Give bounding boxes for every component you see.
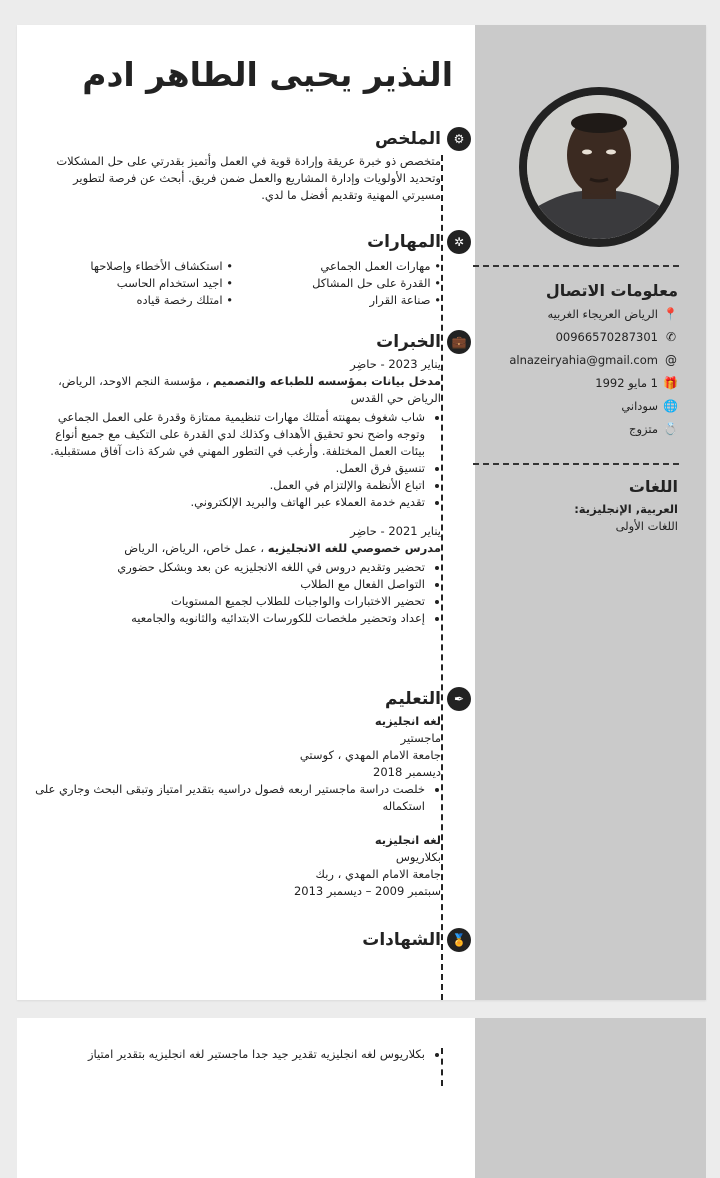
- certificates-section: [35, 928, 475, 952]
- pen-nib-icon: ✒: [447, 687, 471, 711]
- contact-heading: معلومات الاتصال: [545, 281, 678, 300]
- education-date: ديسمبر 2018: [373, 765, 441, 779]
- education-section: [35, 687, 475, 900]
- experience-section: [35, 330, 475, 627]
- resume-page-2: [17, 1018, 706, 1178]
- contact-marital-status: 💍 متزوج: [629, 422, 678, 436]
- education-entry: [35, 832, 441, 900]
- divider: [473, 463, 679, 465]
- education-school: جامعة الامام المهدي ، كوستي: [299, 748, 441, 762]
- job-entry: [35, 356, 441, 511]
- profile-photo: [519, 87, 679, 247]
- languages-level: اللغات الأولى: [615, 519, 678, 533]
- job-org: ، عمل خاص، الرياض، الرياض: [124, 541, 265, 555]
- globe-icon: 🌐: [663, 399, 678, 413]
- resume-page-1: [17, 25, 706, 1000]
- list-item: • تقديم خدمة العملاء عبر الهاتف والبريد الإلكتروني.: [35, 494, 425, 511]
- certificates-list: [35, 1046, 441, 1063]
- phone-icon: ✆: [665, 330, 677, 344]
- experience-heading: الخبرات: [376, 332, 441, 352]
- skill-item: • مهارات العمل الجماعي: [320, 259, 441, 273]
- at-sign-icon: @: [665, 353, 677, 367]
- divider: [473, 265, 679, 267]
- skill-item: • استكشاف الأخطاء وإصلاحها: [90, 259, 233, 273]
- job-date: يناير 2023 - حاضِر: [350, 357, 441, 371]
- education-degree: بكلاريوس: [395, 850, 441, 864]
- job-entry: [35, 523, 441, 627]
- list-item: • تحضير الاختبارات والواجبات للطلاب لجميع المستويات: [35, 593, 425, 610]
- contact-phone[interactable]: ✆ 00966570287301: [555, 330, 677, 344]
- education-entry: [35, 713, 441, 815]
- sidebar: [475, 25, 706, 1000]
- list-item: • بكلاريوس لغه انجليزيه تقدير جيد جدا ماجستير لغه انجليزيه بتقدير امتياز: [35, 1046, 425, 1063]
- main-content: [17, 1018, 475, 1178]
- summary-section: [35, 127, 475, 204]
- contact-address: 📍 الرياض العريجاء الغربيه: [547, 307, 678, 321]
- summary-heading: الملخص: [375, 129, 441, 149]
- timeline-line: [441, 1048, 443, 1086]
- job-date: يناير 2021 - حاضِر: [350, 524, 441, 538]
- rings-icon: 💍: [663, 422, 678, 436]
- job-title-line: [35, 540, 441, 557]
- education-field: لغه انجليزيه: [374, 714, 441, 728]
- skills-heading: المهارات: [367, 232, 441, 252]
- skill-item: • القدرة على حل المشاكل: [312, 276, 441, 290]
- main-content: [17, 25, 475, 1000]
- settings-icon: ✲: [447, 230, 471, 254]
- contact-email[interactable]: @ alnazeiryahia@gmail.com: [509, 353, 677, 367]
- education-field: لغه انجليزيه: [374, 833, 441, 847]
- skill-item: • صناعة القرار: [369, 293, 441, 307]
- candidate-name: النذير يحيى الطاهر ادم: [82, 55, 453, 94]
- list-item: • تنسيق فرق العمل.: [35, 460, 425, 477]
- list-item: • شاب شغوف بمهنته أمتلك مهارات تنظيمية ممتازة وقدرة على العمل الجماعي وتوجه واضح نحو تحقيق الأهداف وكذلك لدي القدرة على التكيف مع جميع أنواع بيئات العمل المختلفة. وأرغب في التطور المهني في شركة ذات آفاق مستقبلية.: [35, 409, 425, 460]
- job-role: مدخل بيانات بمؤسسه للطباعه والتصميم: [213, 374, 441, 388]
- list-item: • التواصل الفعال مع الطلاب: [35, 576, 425, 593]
- gear-icon: ⚙: [447, 127, 471, 151]
- skill-item: • اجيد استخدام الحاسب: [116, 276, 233, 290]
- certificates-heading: الشهادات: [362, 930, 441, 950]
- job-role: مدرس خصوصي للغه الانجليزيه: [267, 541, 441, 555]
- job-title-line: [35, 373, 441, 407]
- job-org: ، مؤسسة النجم الاوحد، الرياض، الرياض حي القدس: [58, 374, 441, 405]
- award-icon: 🏅: [447, 928, 471, 952]
- list-item: • خلصت دراسة ماجستير اربعه فصول دراسيه بتقدير امتياز وتبقى البحث وجاري على استكماله: [35, 781, 425, 815]
- job-bullets: [35, 409, 441, 511]
- contact-nationality: 🌐 سوداني: [621, 399, 678, 413]
- location-pin-icon: 📍: [663, 307, 678, 321]
- education-date: سبتمبر 2009 – ديسمبر 2013: [293, 884, 441, 898]
- list-item: • اتباع الأنظمة والإلتزام في العمل.: [35, 477, 425, 494]
- sidebar: [475, 1018, 706, 1178]
- languages-names: العربية, الإنجليزية:: [574, 502, 678, 516]
- gift-icon: 🎁: [663, 376, 678, 390]
- education-bullets: [35, 781, 441, 815]
- briefcase-icon: 💼: [447, 330, 471, 354]
- skill-item: • امتلك رخصة قياده: [136, 293, 233, 307]
- education-heading: التعليم: [385, 689, 441, 709]
- skills-section: [35, 230, 475, 309]
- list-item: • تحضير وتقديم دروس في اللغه الانجليزيه عن بعد وبشكل حضوري: [35, 559, 425, 576]
- education-school: جامعة الامام المهدي ، ربك: [315, 867, 441, 881]
- contact-birthdate: 🎁 1 مايو 1992: [595, 376, 678, 390]
- summary-text: متخصص ذو خبرة عريقة وإرادة قوية في العمل وأتميز بقدرتي على حل المشكلات وتحديد الأولويات وإدارة المشاريع والعمل ضمن فريق. أبحث عن فرصة لتطوير مسيرتي المهنية وتقديم أفضل ما لدي.: [56, 154, 441, 202]
- education-degree: ماجستير: [400, 731, 441, 745]
- skills-list: [35, 258, 441, 309]
- languages-heading: اللغات: [628, 477, 678, 496]
- job-bullets: [35, 559, 441, 627]
- list-item: • إعداد وتحضير ملخصات للكورسات الابتدائيه والثانويه والجامعيه: [35, 610, 425, 627]
